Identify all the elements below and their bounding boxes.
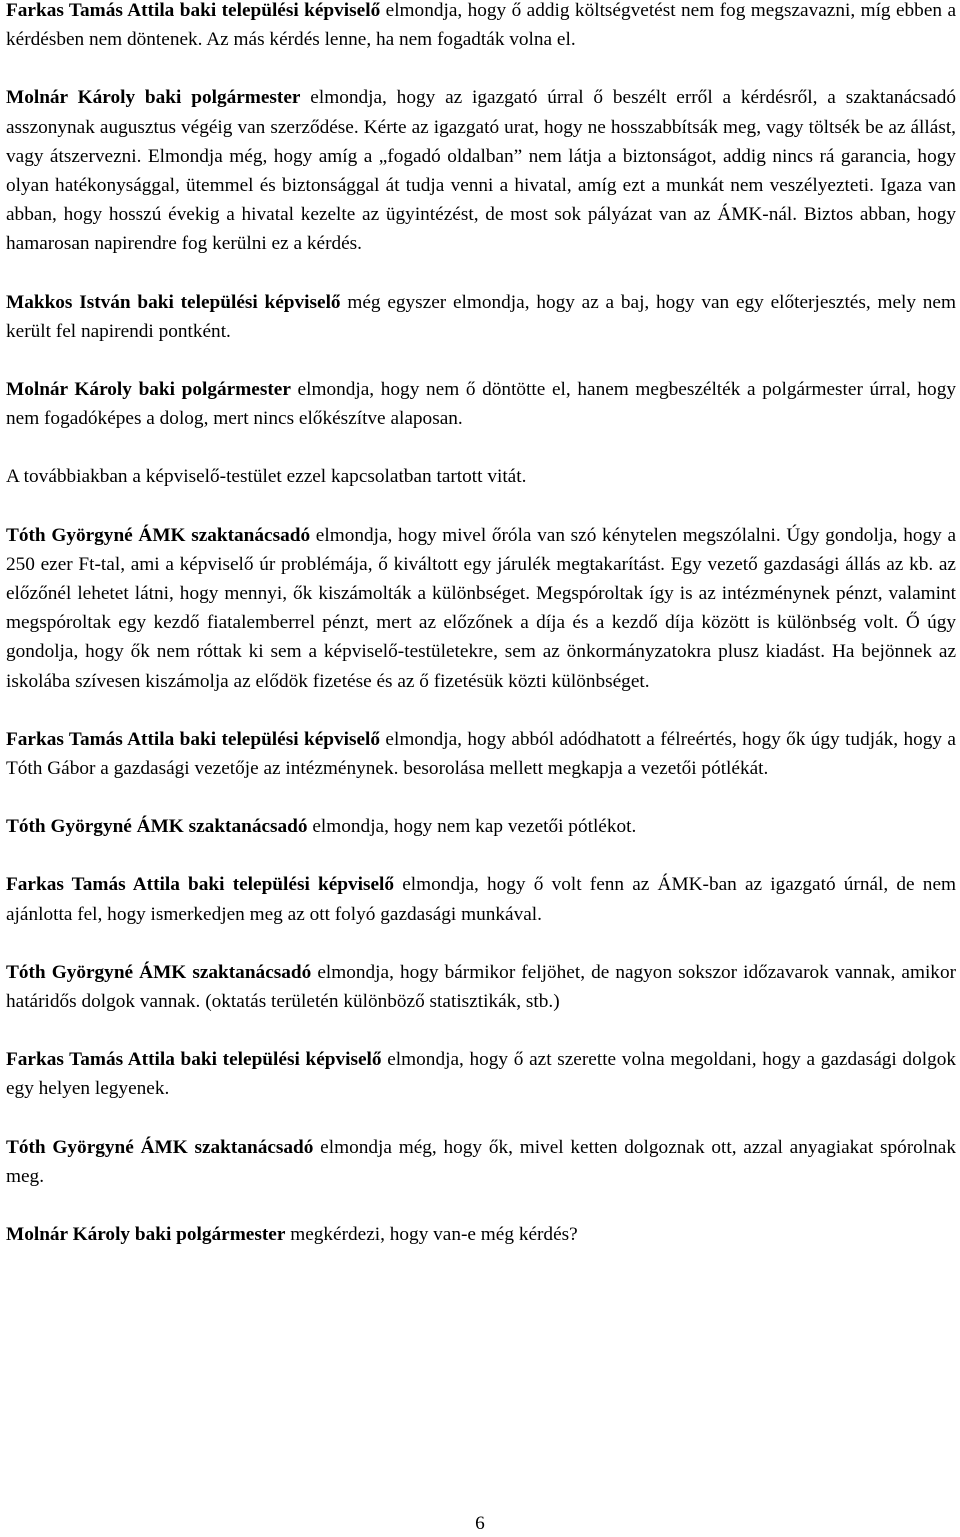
- speaker-name: Farkas Tamás Attila baki települési képviselő: [6, 0, 381, 21]
- speaker-name: Farkas Tamás Attila baki települési képviselő: [6, 728, 381, 750]
- speaker-name: Molnár Károly baki polgármester: [6, 379, 291, 401]
- paragraph-text: elmondja, hogy mivel őróla van szó kénytelen megszólalni. Úgy gondolja, hogy a 250 ezer Ft-tal, ami a képviselő úr problémája, ő kiváltott egy járulék megtakarítást. Egy vezető gazdasági állás az kb. az előzőnél lehetet látni, hogy mennyi, ők kiszámolták a különbséget. Megspóroltak így is az intézménynek pénzt, valamint megspóroltak egy kezdő fiatalemberrel pénzt, mert az előzőnek a díja és a kezdő díja között is különbség volt. Ő úgy gondolja, hogy ők nem róttak ki sem a képviselő-testületekre, sem az önkormányzatokra plusz kiadást. Ha bejönnek az iskolába szívesen kiszámolja az elődök fizetése és az ő fizetésük közti különbséget.: [6, 524, 957, 692]
- page-number: 6: [475, 1513, 485, 1534]
- paragraph-text: elmondja, hogy ő addig költségvetést nem fog megszavazni, míg ebben a kérdésben nem döntenek. Az más kérdés lenne, ha nem fogadták volna el.: [6, 0, 956, 51]
- paragraph-text: elmondja, hogy nem ő döntötte el, hanem megbeszélték a polgármester úrral, hogy nem fogadóképes a dolog, mert nincs előkészítve alaposan.: [6, 379, 956, 430]
- paragraph-toth-3: [6, 958, 956, 1016]
- speaker-name: Tóth Györgyné ÁMK szaktanácsadó: [6, 816, 308, 838]
- paragraph-text: megkérdezi, hogy van-e még kérdés?: [285, 1224, 578, 1246]
- paragraph-molnar-1: [6, 83, 956, 258]
- paragraph-farkas-1: [6, 0, 956, 54]
- paragraph-text: elmondja még, hogy ők, mivel ketten dolgoznak ott, azzal anyagiakat spórolnak meg.: [6, 1136, 956, 1187]
- paragraph-debate-note: [6, 462, 956, 491]
- document-page: [6, 0, 956, 1278]
- paragraph-text: elmondja, hogy az igazgató úrral ő beszélt erről a kérdésről, a szaktanácsadó asszonynak augusztus végéig van szerződése. Kérte az igazgató urat, hogy ne hosszabbítsák meg, vagy töltsék be az állást, vagy átszervezni. Elmondja még, hogy amíg a „fogadó oldalban” nem látja a biztonságot, addig nincs rá garancia, hogy olyan hatékonysággal, ütemmel és biztonsággal át tudja venni a hivatal, amíg ezt a munkát nem veszélyezteti. Igaza van abban, hogy hosszú évekig a hivatal kezelte az ügyintézést, de most sok pályázat van az ÁMK-nál. Biztos abban, hogy hamarosan napirendre fog kerülni ez a kérdés.: [6, 87, 956, 255]
- paragraph-text: elmondja, hogy abból adódhatott a félreértés, hogy ők úgy tudják, hogy a Tóth Gábor a gazdasági vezetője az intézménynek. besorolása mellett megkapja a vezetői pótlékát.: [6, 728, 956, 780]
- speaker-name: Tóth Györgyné ÁMK szaktanácsadó: [6, 961, 312, 983]
- paragraph-molnar-2: [6, 375, 956, 433]
- paragraph-text: A továbbiakban a képviselő-testület ezzel kapcsolatban tartott vitát.: [6, 466, 527, 488]
- paragraph-toth-4: [6, 1133, 956, 1191]
- speaker-name: Tóth Györgyné ÁMK szaktanácsadó: [6, 1136, 314, 1158]
- paragraph-text: elmondja, hogy ő azt szerette volna megoldani, hogy a gazdasági dolgok egy helyen legyenek.: [6, 1049, 956, 1100]
- speaker-name: Tóth Györgyné ÁMK szaktanácsadó: [6, 524, 311, 546]
- speaker-name: Molnár Károly baki polgármester: [6, 87, 301, 109]
- paragraph-farkas-2: [6, 725, 956, 783]
- paragraph-toth-2: [6, 812, 956, 841]
- speaker-name: Molnár Károly baki polgármester: [6, 1224, 286, 1246]
- paragraph-farkas-4: [6, 1045, 956, 1103]
- paragraph-farkas-3: [6, 870, 956, 928]
- paragraph-toth-1: [6, 521, 956, 696]
- speaker-name: Farkas Tamás Attila baki települési képviselő: [6, 874, 395, 896]
- paragraph-text: elmondja, hogy ő volt fenn az ÁMK-ban az igazgató úrnál, de nem ajánlotta fel, hogy ismerkedjen meg az ott folyó gazdasági munkával.: [6, 874, 956, 925]
- paragraph-makkos: [6, 288, 956, 346]
- paragraph-text: még egyszer elmondja, hogy az a baj, hogy van egy előterjesztés, mely nem került fel napirendi pontként.: [6, 291, 956, 342]
- paragraph-text: elmondja, hogy nem kap vezetői pótlékot.: [307, 816, 637, 838]
- speaker-name: Farkas Tamás Attila baki települési képviselő: [6, 1049, 382, 1071]
- paragraph-text: elmondja, hogy bármikor feljöhet, de nagyon sokszor időzavarok vannak, amikor határidős dolgok vannak. (oktatás területén különböző statisztikák, stb.): [6, 961, 957, 1013]
- paragraph-molnar-3: [6, 1220, 956, 1249]
- speaker-name: Makkos István baki települési képviselő: [6, 291, 341, 313]
